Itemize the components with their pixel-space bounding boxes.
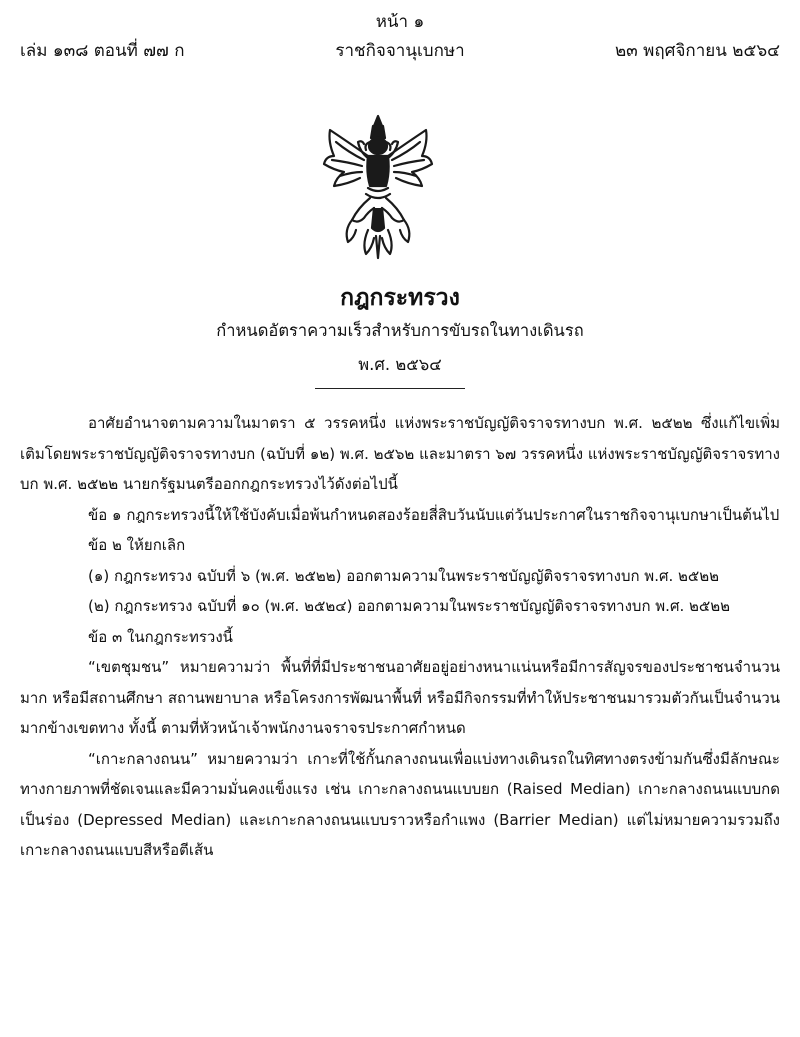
- clause-2: ข้อ ๒ ให้ยกเลิก: [88, 536, 186, 554]
- title-divider: [315, 388, 465, 389]
- document-subtitle: กำหนดอัตราความเร็วสำหรับการขับรถในทางเดินรถ: [216, 321, 584, 340]
- publication-date: ๒๓ พฤศจิกายน ๒๕๖๔: [614, 41, 780, 61]
- clause-2-item-2: (๒) กฎกระทรวง ฉบับที่ ๑๐ (พ.ศ. ๒๕๒๔) ออกตามความในพระราชบัญญัติจราจรทางบก พ.ศ. ๒๕๒๒: [88, 597, 731, 615]
- publication-name: ราชกิจจานุเบกษา: [335, 41, 465, 61]
- document-title: กฎกระทรวง: [340, 285, 460, 311]
- clause-1: ข้อ ๑ กฎกระทรวงนี้ให้ใช้บังคับเมื่อพ้นกำหนดสองร้อยสี่สิบวันนับแต่วันประกาศในราชกิจจานุเบกษาเป็นต้นไป: [88, 505, 780, 524]
- preamble-paragraph: อาศัยอำนาจตามความในมาตรา ๕ วรรคหนึ่ง แห่งพระราชบัญญัติจราจรทางบก พ.ศ. ๒๕๒๒ ซึ่งแก้ไขเพิ่มเติมโดยพระราชบัญญัติจราจรทางบก (ฉบับที่ ๑๒) พ.ศ. ๒๕๖๒ และมาตรา ๖๗ วรรคหนึ่ง แห่งพระราชบัญญัติจราจรทางบก พ.ศ. ๒๕๒๒ นายกรัฐมนตรีออกกฎกระทรวงไว้ดังต่อไปนี้: [20, 414, 780, 493]
- volume-issue: เล่ม ๑๓๘ ตอนที่ ๗๗ ก: [20, 41, 185, 61]
- gazette-header: [20, 37, 780, 65]
- page-number: หน้า ๑: [375, 12, 425, 32]
- garuda-emblem-icon: [318, 112, 438, 262]
- document-year: พ.ศ. ๒๕๖๔: [358, 355, 442, 374]
- clause-3: ข้อ ๓ ในกฎกระทรวงนี้: [88, 627, 233, 646]
- definition-community-zone: “เขตชุมชน” หมายความว่า พื้นที่ที่มีประชาชนอาศัยอยู่อย่างหนาแน่นหรือมีการสัญจรของประชาชนจำนวนมาก หรือมีสถานศึกษา สถานพยาบาล หรือโครงการพัฒนาพื้นที่ หรือมีกิจกรรมที่ทำให้ประชาชนมารวมตัวกันเป็นจำนวนมากข้างเขตทาง ทั้งนี้ ตามที่หัวหน้าเจ้าพนักงานจราจรประกาศกำหนด: [20, 658, 780, 737]
- definition-road-median: “เกาะกลางถนน” หมายความว่า เกาะที่ใช้กั้นกลางถนนเพื่อแบ่งทางเดินรถในทิศทางตรงข้ามกันซึ่งมีลักษณะทางกายภาพที่ชัดเจนและมีความมั่นคงแข็งแรง เช่น เกาะกลางถนนแบบยก (Raised Median) เกาะกลางถนนแบบกดเป็นร่อง (Depressed Median) และเกาะกลางถนนแบบราวหรือกำแพง (Barrier Median) แต่ไม่หมายความรวมถึง เกาะกลางถนนแบบสีหรือตีเส้น: [20, 749, 780, 859]
- clause-2-item-1: (๑) กฎกระทรวง ฉบับที่ ๖ (พ.ศ. ๒๕๒๒) ออกตามความในพระราชบัญญัติจราจรทางบก พ.ศ. ๒๕๒๒: [88, 566, 720, 585]
- document-body: [20, 408, 780, 866]
